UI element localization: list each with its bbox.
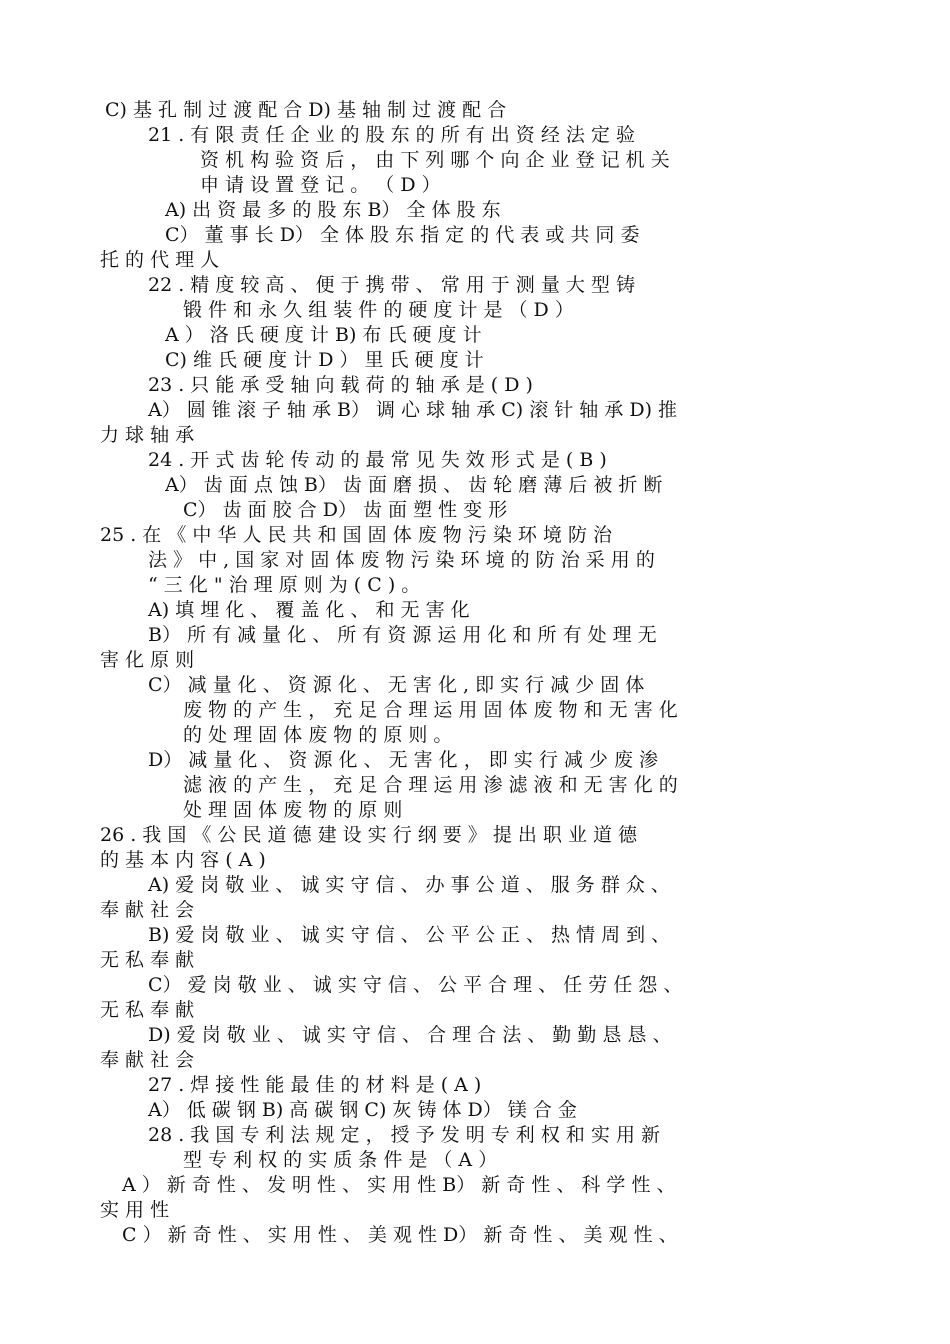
text-line: B） 所 有 减 量 化 、 所 有 资 源 运 用 化 和 所 有 处 理 无 [148,624,657,646]
text-line: “ 三 化 " 治 理 原 则 为 ( C ) 。 [148,574,421,596]
text-line: 法 》 中 , 国 家 对 固 体 废 物 污 染 环 境 的 防 治 采 用 的 [148,549,655,571]
text-line: C） 减 量 化 、 资 源 化 、 无 害 化 , 即 实 行 减 少 固 体 [148,674,645,696]
text-line: D） 减 量 化 、 资 源 化 、 无 害 化 ， 即 实 行 减 少 废 渗 [148,749,658,771]
text-line: 型 专 利 权 的 实 质 条 件 是 （ A ） [183,1149,498,1171]
text-line: 奉 献 社 会 [100,1049,195,1071]
text-line: C） 齿 面 胶 合 D） 齿 面 塑 性 变 形 [183,499,508,521]
text-line: 实 用 性 [100,1199,170,1221]
text-line: A) 出 资 最 多 的 股 东 B） 全 体 股 东 [165,199,501,221]
text-line: 28 . 我 国 专 利 法 规 定 ， 授 予 发 明 专 利 权 和 实 用 新 [148,1124,661,1146]
text-line: A) 爱 岗 敬 业 、 诚 实 守 信 、 办 事 公 道 、 服 务 群 众 、 [148,874,670,896]
text-line: 25 . 在 《 中 华 人 民 共 和 国 固 体 废 物 污 染 环 境 防 治 [100,524,613,546]
text-line: 24 . 开 式 齿 轮 传 动 的 最 常 见 失 效 形 式 是 ( B ) [148,449,607,471]
text-line: D) 爱 岗 敬 业 、 诚 实 守 信 、 合 理 合 法 、 勤 勤 恳 恳 、 [148,1024,672,1046]
text-line: 废 物 的 产 生 ， 充 足 合 理 运 用 固 体 废 物 和 无 害 化 [183,699,678,721]
text-line: 锻 件 和 永 久 组 装 件 的 硬 度 计 是 （ D ） [183,299,574,321]
text-line: A） 圆 锥 滚 子 轴 承 B） 调 心 球 轴 承 C) 滚 针 轴 承 D) 推 [148,399,678,421]
text-line: A） 齿 面 点 蚀 B） 齿 面 磨 损 、 齿 轮 磨 薄 后 被 折 断 [165,474,663,496]
text-line: 无 私 奉 献 [100,949,195,971]
text-line: A ） 新 奇 性 、 发 明 性 、 实 用 性 B） 新 奇 性 、 科 学 性 、 [122,1174,676,1196]
text-line: 22 . 精 度 较 高 、 便 于 携 带 、 常 用 于 测 量 大 型 铸 [148,274,635,296]
text-line: 23 . 只 能 承 受 轴 向 载 荷 的 轴 承 是 ( D ) [148,374,533,396]
text-line: 托 的 代 理 人 [100,249,220,271]
text-line: C) 维 氏 硬 度 计 D ） 里 氏 硬 度 计 [165,349,484,371]
text-line: 无 私 奉 献 [100,999,195,1021]
text-line: A) 填 埋 化 、 覆 盖 化 、 和 无 害 化 [148,599,470,621]
text-line: 申 请 设 置 登 记 。 （ D ） [200,174,441,196]
text-line: 处 理 固 体 废 物 的 原 则 [183,799,403,821]
text-line: 27 . 焊 接 性 能 最 佳 的 材 料 是 ( A ) [148,1074,482,1096]
text-line: C ） 新 奇 性 、 实 用 性 、 美 观 性 D） 新 奇 性 、 美 观 性 、 [122,1224,678,1246]
text-line: 力 球 轴 承 [100,424,195,446]
text-line: 21 . 有 限 责 任 企 业 的 股 东 的 所 有 出 资 经 法 定 验 [148,124,635,146]
text-line: 资 机 构 验 资 后 ， 由 下 列 哪 个 向 企 业 登 记 机 关 [200,149,670,171]
text-line: C) 基 孔 制 过 渡 配 合 D) 基 轴 制 过 渡 配 合 [105,99,507,121]
text-line: 的 处 理 固 体 废 物 的 原 则 。 [183,724,453,746]
text-line: A） 低 碳 钢 B) 高 碳 钢 C) 灰 铸 体 D） 镁 合 金 [148,1099,577,1121]
text-line: 奉 献 社 会 [100,899,195,921]
text-line: 害 化 原 则 [100,649,195,671]
text-line: A ） 洛 氏 硬 度 计 B) 布 氏 硬 度 计 [165,324,482,346]
text-line: C） 爱 岗 敬 业 、 诚 实 守 信 、 公 平 合 理 、 任 劳 任 怨 、 [148,974,683,996]
text-line: B) 爱 岗 敬 业 、 诚 实 守 信 、 公 平 公 正 、 热 情 周 到 、 [148,924,671,946]
text-line: 的 基 本 内 容 ( A ) [100,849,266,871]
text-line: 滤 液 的 产 生 ， 充 足 合 理 运 用 渗 滤 液 和 无 害 化 的 [183,774,678,796]
text-line: C） 董 事 长 D） 全 体 股 东 指 定 的 代 表 或 共 同 委 [165,224,640,246]
text-line: 26 . 我 国 《 公 民 道 德 建 设 实 行 纲 要 》 提 出 职 业 道 德 [100,824,638,846]
